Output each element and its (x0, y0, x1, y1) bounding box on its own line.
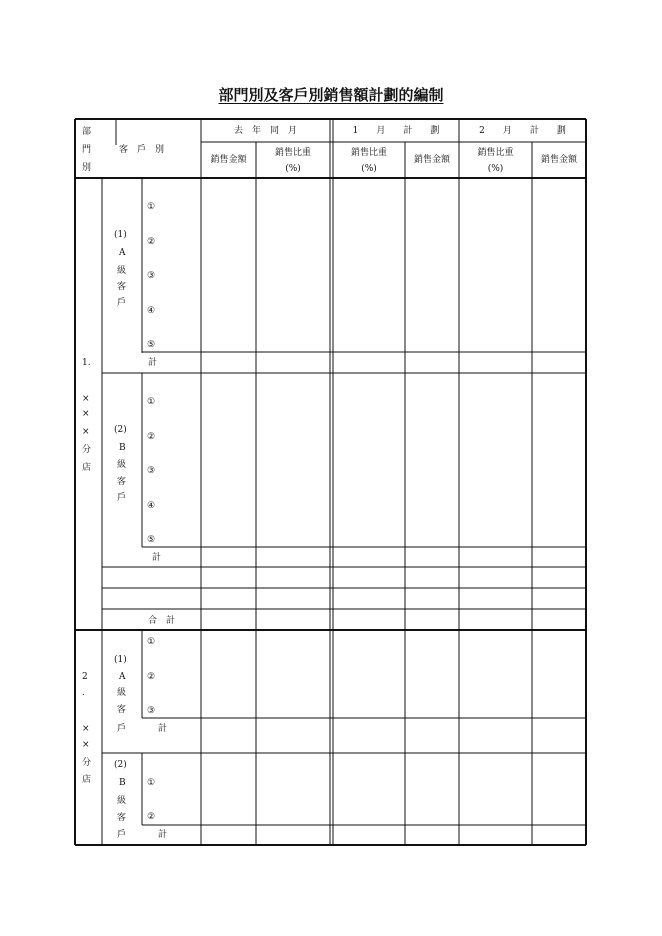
customer-item: ③ (147, 466, 156, 476)
class-label-line: 客 (117, 282, 127, 292)
class-label-line: (1) (114, 655, 127, 665)
customer-item: ② (147, 672, 156, 682)
class-label-line: B (119, 443, 126, 453)
customer-item: ① (147, 202, 156, 212)
customer-item: ① (147, 778, 156, 788)
subtotal-label: 計 (158, 724, 168, 734)
store-label-line: 1. (82, 358, 91, 368)
store-label-line: 分 (82, 758, 92, 768)
header-last-year-same-month: 去 年 同 月 (233, 126, 297, 136)
store-label-line: × (82, 724, 90, 734)
store-label-line: × (82, 394, 90, 404)
customer-item: ⑤ (147, 535, 156, 545)
customer-item: ② (147, 432, 156, 442)
store-label-line: 2 (82, 672, 88, 682)
class-label-line: (2) (114, 760, 127, 770)
header-dept-char-2: 門 (82, 145, 92, 155)
class-label-line: 戶 (117, 724, 127, 734)
class-label-line: 級 (117, 460, 127, 470)
store-label-line: × (82, 740, 90, 750)
customer-item: ① (147, 397, 156, 407)
class-label-line: B (119, 778, 126, 788)
customer-item: ② (147, 237, 156, 247)
subtotal-label: 計 (148, 358, 158, 368)
store-label-line: × (82, 427, 90, 437)
header-dept-char-1: 部 (82, 127, 92, 137)
header-sales-ratio: 銷售比重 (350, 148, 387, 158)
class-label-line: (1) (114, 230, 127, 240)
class-label-line: (2) (114, 425, 127, 435)
header-month2-plan: 2 月 計 劃 (479, 126, 566, 136)
document-title: 部門別及客戶別銷售額計劃的編制 (218, 86, 444, 104)
header-sales-ratio: 銷售比重 (477, 148, 514, 158)
customer-item: ④ (147, 306, 156, 316)
total-label: 合 計 (148, 616, 176, 626)
header-percent: (%) (285, 164, 301, 174)
subtotal-label: 計 (152, 553, 162, 563)
class-label-line: 戶 (117, 298, 127, 308)
customer-item: ⑤ (147, 340, 156, 350)
header-month1-plan: 1 月 計 劃 (352, 126, 440, 136)
header-dept-char-3: 別 (82, 163, 92, 173)
class-label-line: 級 (117, 266, 127, 276)
header-sales-ratio: 銷售比重 (274, 148, 311, 158)
subtotal-label: 計 (158, 830, 168, 840)
store-label-line: 店 (82, 463, 92, 473)
class-label-line: 戶 (117, 830, 127, 840)
header-sales-amount: 銷售金額 (413, 155, 450, 165)
store-label-line: . (82, 688, 85, 698)
customer-item: ① (147, 637, 156, 647)
customer-item: ③ (147, 706, 156, 716)
header-percent: (%) (487, 164, 504, 174)
store-label-line: 分 (82, 445, 92, 455)
class-label-line: 客 (117, 813, 127, 823)
class-label-line: 客 (117, 477, 127, 487)
header-customer-label: 客 戶 別 (119, 145, 165, 155)
header-sales-amount: 銷售金額 (540, 155, 577, 165)
header-percent: (%) (361, 164, 377, 174)
header-sales-amount: 銷售金額 (210, 155, 247, 165)
class-label-line: A (119, 248, 126, 258)
store-label-line: 店 (82, 775, 92, 785)
customer-item: ③ (147, 271, 156, 281)
class-label-line: 戶 (117, 493, 127, 503)
class-label-line: 級 (117, 796, 127, 806)
class-label-line: A (119, 672, 126, 682)
store-label-line: × (82, 409, 90, 419)
class-label-line: 級 (117, 688, 127, 698)
customer-item: ② (147, 812, 156, 822)
class-label-line: 客 (117, 705, 127, 715)
customer-item: ④ (147, 501, 156, 511)
